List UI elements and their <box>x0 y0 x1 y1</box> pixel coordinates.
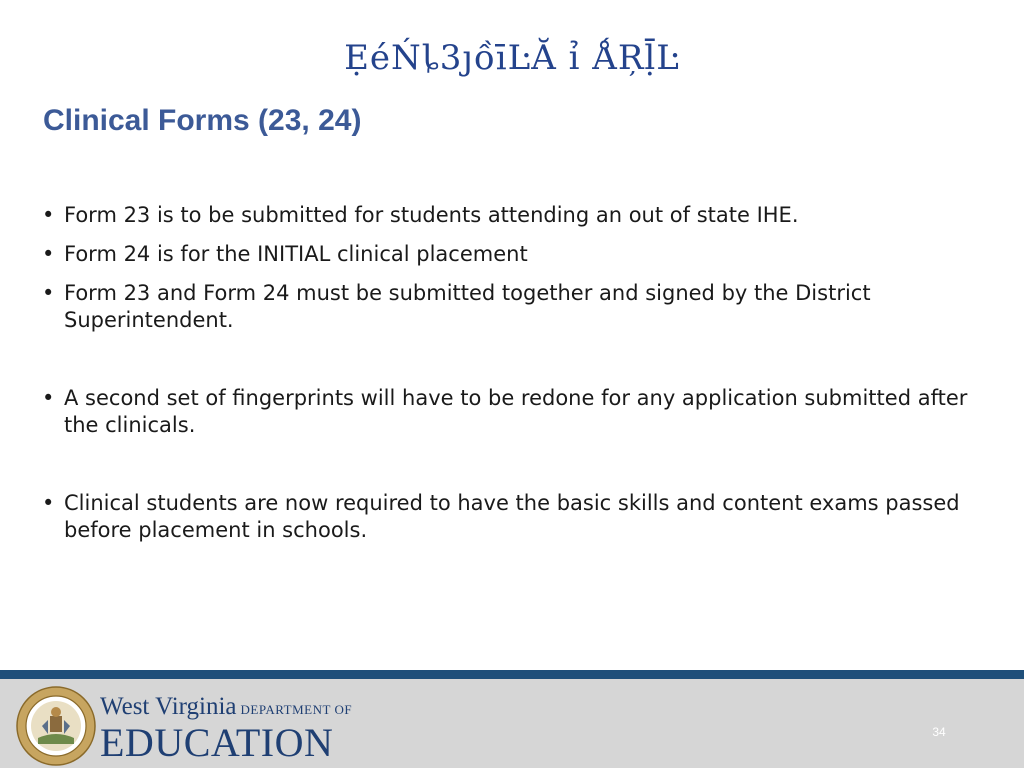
bullet-item: • Form 24 is for the INITIAL clinical placement <box>42 241 972 268</box>
education-label: EDUCATION <box>100 720 334 765</box>
slide-subtitle: Clinical Forms (23, 24) <box>43 104 362 137</box>
bullet-item: • Clinical students are now required to have the basic skills and content exams passed before placement in schools. <box>42 490 972 544</box>
org-name: West Virginia <box>100 693 237 720</box>
slide-title: ẸéŃȴ3ȷồīĿĂ ỉ ǺŖḹĿ <box>344 38 680 78</box>
bullet-list <box>42 202 972 544</box>
state-seal-icon <box>16 686 96 766</box>
bullet-item: • Form 23 is to be submitted for students attending an out of state IHE. <box>42 202 972 229</box>
dept-label: DEPARTMENT OF <box>240 702 353 717</box>
footer-stripe <box>0 670 1024 679</box>
org-logo-line1 <box>100 693 352 721</box>
bullet-item: • A second set of fingerprints will have to be redone for any application submitted after the clinicals. <box>42 385 972 439</box>
bullet-item: • Form 23 and Form 24 must be submitted together and signed by the District Superintendent. <box>42 280 972 334</box>
page-number: 34 <box>932 725 946 739</box>
